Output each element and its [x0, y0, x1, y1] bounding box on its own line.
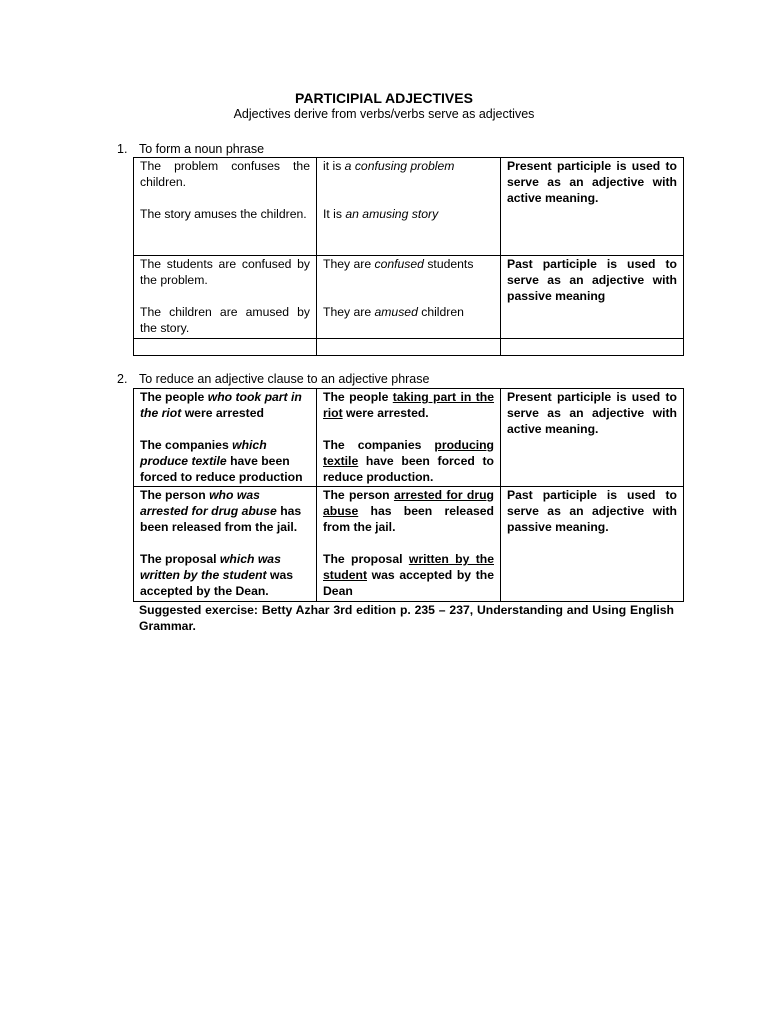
section-1-title: To form a noun phrase — [139, 142, 265, 156]
table-row — [134, 256, 684, 339]
example-sentence: The person arrested for drug abuse has been released from the jail. — [323, 488, 494, 534]
example-sentence: The people taking part in the riot were arrested. — [323, 390, 495, 420]
adjective-phrase-table — [133, 388, 684, 602]
rule-cell: Present participle is used to serve as an adjective with active meaning. — [501, 389, 684, 487]
table-cell — [317, 487, 501, 602]
example-phrase: They are amused children — [323, 305, 464, 319]
table-row — [134, 158, 684, 256]
example-sentence: The students are confused by the problem. — [140, 257, 310, 287]
table-cell — [134, 389, 317, 487]
example-sentence: The proposal written by the student was accepted by the Dean — [323, 552, 494, 598]
section-1-number: 1. — [117, 142, 128, 156]
table-row — [134, 389, 684, 487]
example-sentence: The companies producing textile have been forced to reduce production. — [323, 438, 494, 484]
section-1-heading — [117, 142, 264, 156]
table-cell — [134, 256, 317, 339]
empty-cell — [134, 339, 317, 356]
example-phrase: It is an amusing story — [323, 207, 439, 221]
noun-phrase-table — [133, 157, 684, 356]
example-phrase: it is a confusing problem — [323, 159, 455, 173]
example-sentence: The story amuses the children. — [140, 207, 307, 221]
table-cell — [317, 256, 501, 339]
table-row — [134, 487, 684, 602]
rule-cell: Present participle is used to serve as an adjective with active meaning. — [501, 158, 684, 256]
rule-cell: Past participle is used to serve as an adjective with passive meaning — [501, 256, 684, 339]
example-phrase: They are confused students — [323, 257, 474, 271]
table-cell — [317, 158, 501, 256]
table-cell — [134, 158, 317, 256]
section-2-number: 2. — [117, 372, 128, 386]
example-sentence: The people who took part in the riot were arrested — [140, 390, 302, 420]
example-sentence: The problem confuses the children. — [140, 159, 310, 189]
example-sentence: The person who was arrested for drug abuse has been released from the jail. — [140, 488, 302, 534]
example-sentence: The companies which produce textile have been forced to reduce production — [140, 438, 303, 484]
suggested-exercise: Suggested exercise: Betty Azhar 3rd edition p. 235 – 237, Understanding and Using English Grammar. — [139, 603, 674, 633]
section-2-heading — [117, 372, 429, 386]
page-title: PARTICIPIAL ADJECTIVES — [295, 90, 473, 106]
example-sentence: The proposal which was written by the student was accepted by the Dean. — [140, 552, 294, 598]
example-sentence: The children are amused by the story. — [140, 305, 310, 335]
section-2-title: To reduce an adjective clause to an adjective phrase — [139, 372, 430, 386]
empty-cell — [317, 339, 501, 356]
table-cell — [317, 389, 501, 487]
table-cell — [134, 487, 317, 602]
rule-cell: Past participle is used to serve as an adjective with passive meaning. — [501, 487, 684, 602]
empty-cell — [501, 339, 684, 356]
page-subtitle: Adjectives derive from verbs/verbs serve as adjectives — [233, 107, 535, 121]
empty-row — [134, 339, 684, 356]
